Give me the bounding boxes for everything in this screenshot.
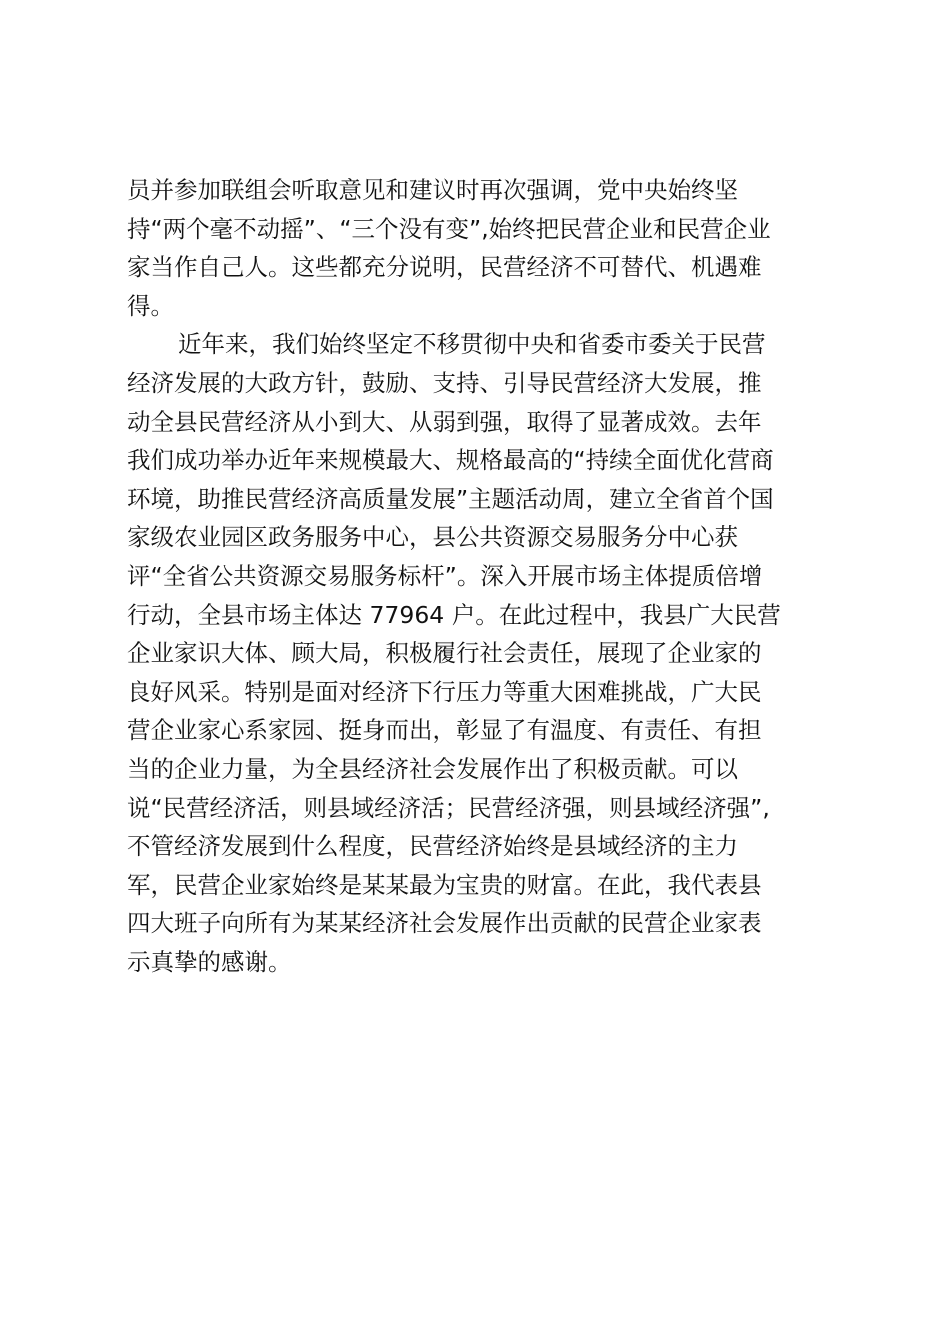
paragraph-2-line-10: 良好风采。特别是面对经济下行压力等重大困难挑战，广大民 xyxy=(127,677,762,706)
paragraph-1-line-3: 家当作自己人。这些都充分说明，民营经济不可替代、机遇难 xyxy=(127,253,762,282)
paragraph-1-line-1: 员并参加联组会听取意见和建议时再次强调，党中央始终坚 xyxy=(127,176,738,204)
paragraph-2-line-3: 动全县民营经济从小到大、从弱到强，取得了显著成效。去年 xyxy=(127,407,762,436)
paragraph-2-line-12: 当的企业力量，为全县经济社会发展作出了积极贡献。可以 xyxy=(127,754,738,783)
paragraph-2-line-4: 我们成功举办近年来规模最大、规格最高的“持续全面优化营商 xyxy=(127,446,774,475)
paragraph-2-line-1: 近年来，我们始终坚定不移贯彻中央和省委市委关于民营 xyxy=(178,330,766,359)
paragraph-2-line-14: 不管经济发展到什么程度，民营经济始终是县域经济的主力 xyxy=(127,832,738,861)
paragraph-2-line-7: 评“全省公共资源交易服务标杆”。深入开展市场主体提质倍增 xyxy=(127,561,763,590)
paragraph-2-line-17: 示真挚的感谢。 xyxy=(127,947,292,976)
paragraph-2-line-16: 四大班子向所有为某某经济社会发展作出贡献的民营企业家表 xyxy=(127,909,762,938)
paragraph-2-line-9: 企业家识大体、顾大局，积极履行社会责任，展现了企业家的 xyxy=(127,639,762,668)
paragraph-2-line-2: 经济发展的大政方针，鼓励、支持、引导民营经济大发展，推 xyxy=(127,368,762,397)
paragraph-2-line-11: 营企业家心系家园、挺身而出，彰显了有温度、有责任、有担 xyxy=(127,716,762,745)
paragraph-2-line-6: 家级农业园区政务服务中心，县公共资源交易服务分中心获 xyxy=(127,523,738,552)
paragraph-2 xyxy=(127,325,832,981)
paragraph-2-line-5: 环境，助推民营经济高质量发展”主题活动周，建立全省首个国 xyxy=(127,484,774,513)
paragraph-1 xyxy=(127,171,832,325)
paragraph-1-line-2: 持“两个毫不动摇”、“三个没有变”,始终把民营企业和民营企业 xyxy=(127,214,771,243)
document-body xyxy=(127,171,832,981)
paragraph-2-line-8: 行动，全县市场主体达 77964 户。在此过程中，我县广大民营 xyxy=(127,600,781,629)
paragraph-2-line-15: 军，民营企业家始终是某某最为宝贵的财富。在此，我代表县 xyxy=(127,870,762,899)
paragraph-1-line-4: 得。 xyxy=(127,291,174,320)
paragraph-2-line-13: 说“民营经济活，则县域经济活；民营经济强，则县域经济强”, xyxy=(127,793,770,822)
